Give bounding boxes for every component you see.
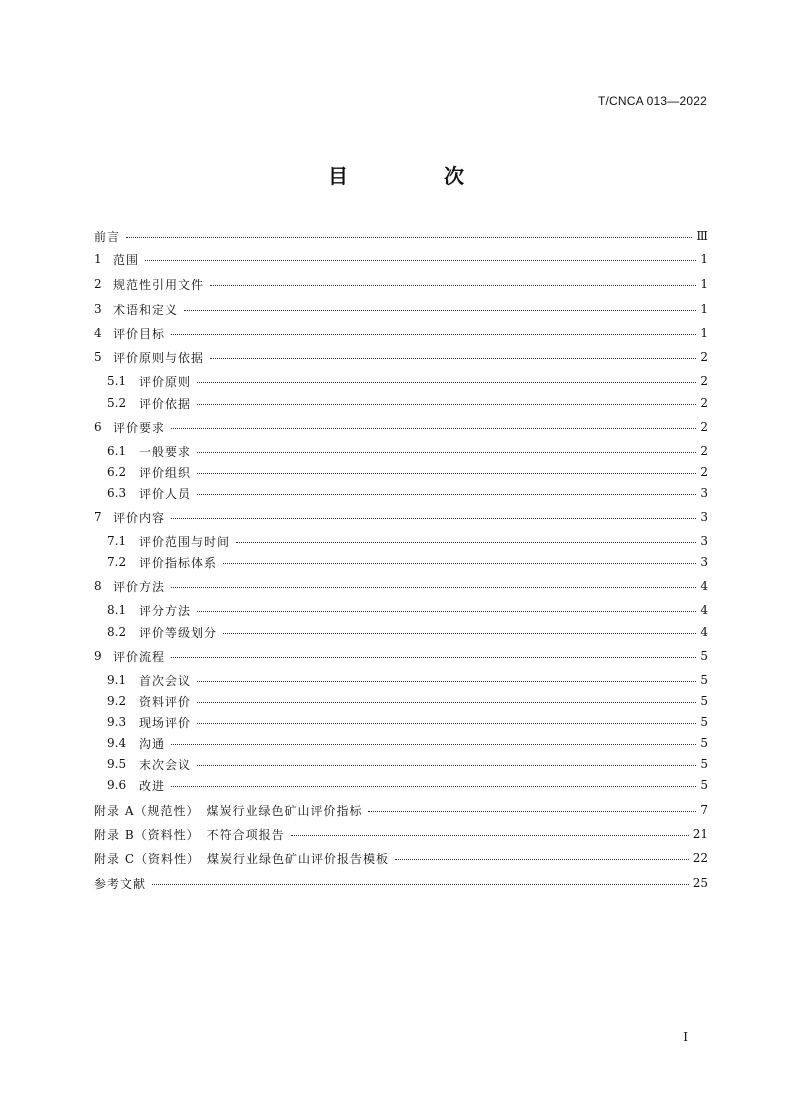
toc-entry[interactable] [107,462,708,482]
toc-entry-label: 一般要求 [139,444,192,459]
toc-entry[interactable] [94,249,708,269]
toc-entry[interactable] [94,824,708,844]
toc-entry-number: 9.4 [107,736,127,750]
toc-entry-label: 现场评价 [139,715,192,730]
toc-entry-page: 5 [700,715,708,729]
toc-entry-number: 6.3 [107,486,127,500]
toc-entry-number: 9.2 [107,694,127,708]
toc-entry-label: 前言 [94,229,121,244]
toc-entry[interactable] [94,323,708,343]
toc-leader-dots [171,576,696,596]
toc-entry-page: 5 [700,694,708,708]
toc-leader-dots [368,800,696,820]
toc-entry-number: 9.1 [107,673,127,687]
toc-leader-dots [171,417,696,437]
toc-entry-page: 25 [692,876,708,890]
toc-entry[interactable] [107,712,708,732]
toc-entry-number: 9.6 [107,778,127,792]
toc-entry[interactable] [107,622,708,642]
toc-entry-label: 附录 C（资料性） 煤炭行业绿色矿山评价报告模板 [94,851,389,866]
toc-leader-dots [184,299,696,319]
toc-entry-page: 2 [700,420,708,434]
toc-leader-dots [152,873,689,893]
toc-entry-label: 评价内容 [113,510,166,525]
toc-entry[interactable] [94,800,708,820]
toc-entry-number: 5.1 [107,374,127,388]
toc-entry-label: 术语和定义 [113,302,179,317]
toc-entry[interactable] [94,848,708,868]
toc-entry-page: 3 [700,486,708,500]
toc-leader-dots [126,226,692,246]
toc-entry-label: 评价组织 [139,465,192,480]
toc-leader-dots [197,600,696,620]
page-title: 目 次 [328,164,502,188]
toc-entry[interactable] [107,733,708,753]
toc-entry-label: 首次会议 [139,673,192,688]
toc-entry[interactable] [107,691,708,711]
toc-entry-label: 末次会议 [139,757,192,772]
toc-entry-page: 5 [700,757,708,771]
toc-entry-number: 9 [94,649,102,663]
toc-entry[interactable] [94,646,708,666]
toc-entry-number: 8.2 [107,625,127,639]
toc-leader-dots [236,531,696,551]
toc-entry-page: 5 [700,649,708,663]
toc-entry[interactable] [107,552,708,572]
toc-entry-number: 3 [94,302,102,316]
toc-entry-page: 1 [700,302,708,316]
toc-entry[interactable] [107,670,708,690]
toc-entry-page: Ⅲ [696,229,708,243]
toc-entry-number: 5.2 [107,396,127,410]
toc-entry-page: 4 [700,579,708,593]
standard-code: T/CNCA 013—2022 [597,94,707,108]
toc-leader-dots [197,393,696,413]
toc-entry-number: 7.2 [107,555,127,569]
toc-entry-label: 范围 [113,252,140,267]
toc-entry[interactable] [94,347,708,367]
toc-entry-page: 22 [692,851,708,865]
toc-entry-page: 2 [700,396,708,410]
toc-entry-label: 沟通 [139,736,166,751]
page-number: I [683,1030,688,1044]
toc-entry[interactable] [107,393,708,413]
toc-leader-dots [197,712,696,732]
toc-entry-page: 2 [700,350,708,364]
toc-entry-number: 2 [94,277,102,291]
toc-entry-label: 评价要求 [113,420,166,435]
toc-leader-dots [197,691,696,711]
toc-leader-dots [223,622,696,642]
toc-entry-page: 5 [700,778,708,792]
toc-entry-label: 附录 B（资料性） 不符合项报告 [94,827,285,842]
toc-entry-page: 5 [700,736,708,750]
toc-entry-number: 6.1 [107,444,127,458]
toc-entry-page: 4 [700,625,708,639]
toc-leader-dots [291,824,689,844]
toc-entry-label: 参考文献 [94,876,147,891]
toc-leader-dots [197,371,696,391]
toc-entry-label: 评价人员 [139,486,192,501]
toc-entry-label: 评价原则 [139,374,192,389]
toc-entry-label: 规范性引用文件 [113,277,205,292]
toc-entry[interactable] [94,507,708,527]
toc-leader-dots [197,754,696,774]
toc-entry-page: 1 [700,277,708,291]
toc-entry-page: 7 [700,803,708,817]
toc-entry[interactable] [107,754,708,774]
toc-leader-dots [197,483,696,503]
toc-entry-number: 7.1 [107,534,127,548]
toc-entry-page: 5 [700,673,708,687]
toc-entry-page: 3 [700,534,708,548]
toc-entry-page: 3 [700,510,708,524]
toc-entry-number: 6.2 [107,465,127,479]
toc-entry-page: 4 [700,603,708,617]
toc-entry-number: 8.1 [107,603,127,617]
toc-entry-number: 4 [94,326,102,340]
toc-entry-label: 评价等级划分 [139,625,218,640]
toc-entry[interactable] [107,371,708,391]
toc-entry-label: 评价目标 [113,326,166,341]
toc-entry[interactable] [94,299,708,319]
toc-entry-label: 评价范围与时间 [139,534,231,549]
toc-entry-page: 2 [700,465,708,479]
toc-entry-page: 21 [692,827,708,841]
toc-entry-page: 2 [700,374,708,388]
toc-entry-number: 9.3 [107,715,127,729]
toc-entry[interactable] [107,441,708,461]
toc-entry[interactable] [94,576,708,596]
toc-entry[interactable] [94,274,708,294]
toc-entry-page: 3 [700,555,708,569]
toc-entry-label: 评价指标体系 [139,555,218,570]
toc-entry-label: 改进 [139,778,166,793]
toc-entry-label: 评价原则与依据 [113,350,205,365]
toc-leader-dots [223,552,696,572]
toc-entry[interactable] [107,483,708,503]
toc-entry-page: 1 [700,326,708,340]
toc-entry-label: 评价方法 [113,579,166,594]
toc-leader-dots [171,507,696,527]
toc-leader-dots [210,274,696,294]
toc-leader-dots [197,670,696,690]
toc-entry[interactable] [107,775,708,795]
toc-entry-page: 1 [700,252,708,266]
toc-entry[interactable] [94,226,708,246]
toc-entry-number: 5 [94,350,102,364]
toc-entry[interactable] [94,873,708,893]
toc-leader-dots [197,462,696,482]
toc-entry[interactable] [107,531,708,551]
toc-leader-dots [197,441,696,461]
toc-entry[interactable] [107,600,708,620]
toc-leader-dots [210,347,696,367]
toc-entry-number: 7 [94,510,102,524]
toc-entry-label: 评价依据 [139,396,192,411]
toc-entry-number: 8 [94,579,102,593]
toc-entry-label: 资料评价 [139,694,192,709]
toc-leader-dots [171,646,696,666]
toc-leader-dots [145,249,696,269]
toc-leader-dots [395,848,689,868]
toc-entry[interactable] [94,417,708,437]
toc-leader-dots [171,733,696,753]
toc-entry-label: 评分方法 [139,603,192,618]
toc-entry-page: 2 [700,444,708,458]
toc-leader-dots [171,323,696,343]
toc-entry-number: 9.5 [107,757,127,771]
toc-entry-number: 1 [94,252,102,266]
toc-entry-label: 评价流程 [113,649,166,664]
toc-entry-number: 6 [94,420,102,434]
toc-leader-dots [171,775,696,795]
toc-entry-label: 附录 A（规范性） 煤炭行业绿色矿山评价指标 [94,803,363,818]
